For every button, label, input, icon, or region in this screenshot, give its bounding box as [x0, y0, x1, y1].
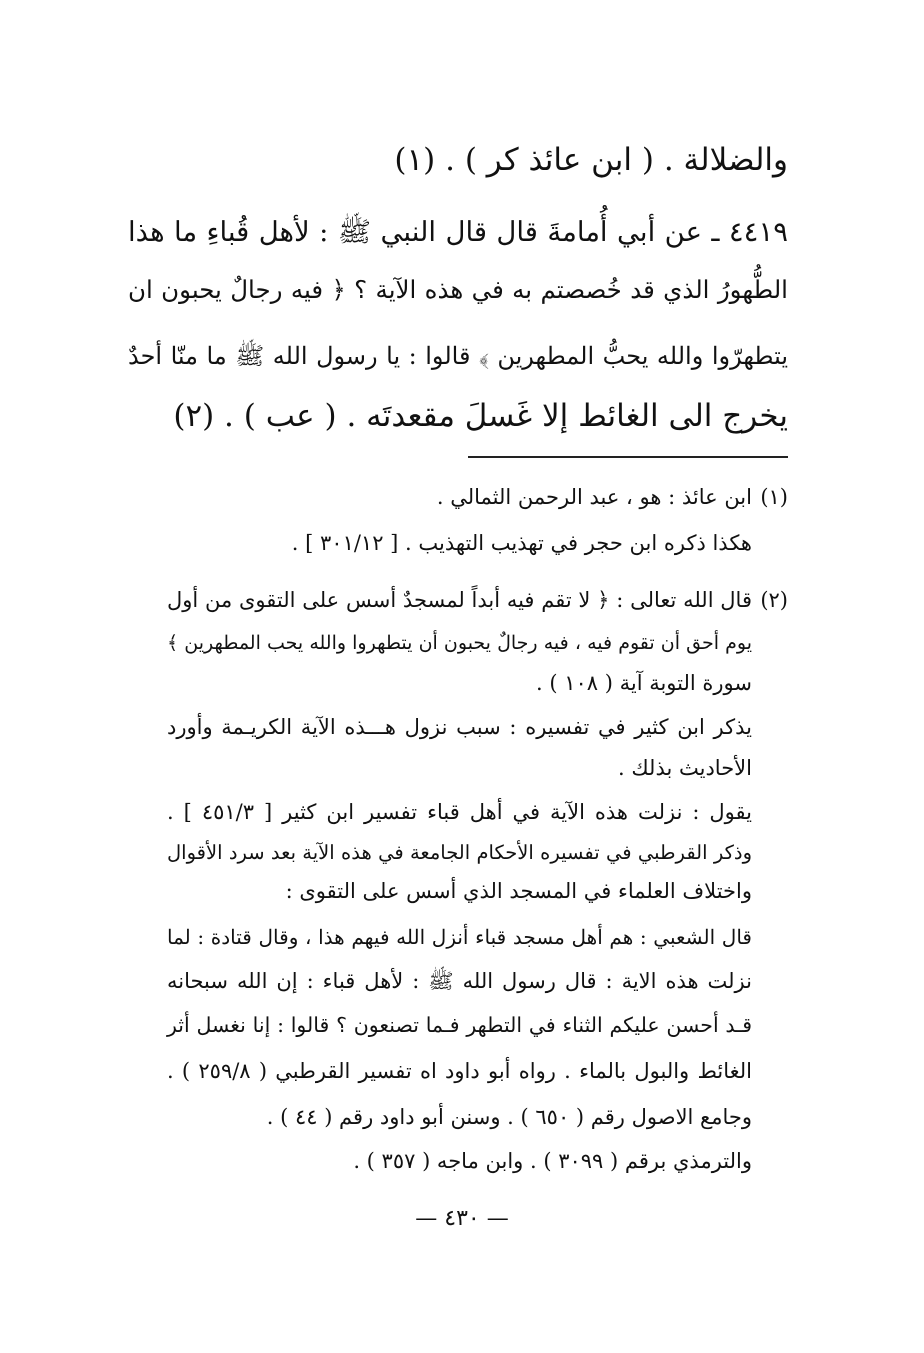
footnote-separator — [468, 456, 788, 458]
footnote-2-line-9: قال الشعبي : هم أهل مسجد قباء أنزل الله فيهم هذا ، وقال قتادة : لما — [167, 925, 752, 949]
footnote-1-line-2: هكذا ذكره ابن حجر في تهذيب التهذيب . [ ٣٠١/١٢ ] . — [291, 531, 752, 555]
footnote-2-line-10: نزلت هذه الاية : قال رسول الله ﷺ : لأهل قباء : إن الله سبحانه — [167, 969, 752, 993]
main-text-line-5: يخرج الى الغائط إلا غَسلَ مقعدتَه . ( عب ) . (٢) — [173, 398, 788, 434]
footnote-2-line-3: سورة التوبة آية ( ١٠٨ ) . — [535, 671, 752, 695]
main-text-line-4: يتطهرّوا والله يحبُّ المطهرين ﴾ قالوا : يا رسول الله ﷺ ما منّا أحدٌ — [128, 342, 788, 370]
footnote-2-line-12: الغائط والبول بالماء . رواه أبو داود اه تفسير القرطبي ( ٢٥٩/٨ ) . — [167, 1059, 753, 1083]
footnote-2-line-13: وجامع الاصول رقم ( ٦٥٠ ) . وسنن أبو داود رقم ( ٤٤ ) . — [266, 1105, 752, 1129]
footnote-1-line-1: ابن عائذ : هو ، عبد الرحمن الثمالي . — [436, 485, 752, 509]
footnote-2-line-11: قـد أحسن عليكم الثناء في التطهر فـما تصنعون ؟ قالوا : إنا نغسل أثر — [167, 1013, 752, 1037]
footnote-2-line-6: يقول : نزلت هذه الآية في أهل قباء تفسير ابن كثير [ ٤٥١/٣ ] . — [167, 800, 753, 824]
footnote-2-line-5: الأحاديث بذلك . — [618, 756, 752, 780]
footnote-2-line-8: واختلاف العلماء في المسجد الذي أسس على التقوى : — [285, 879, 752, 903]
footnote-2-number: (٢) — [760, 588, 788, 612]
footnote-2-line-14: والترمذي برقم ( ٣٠٩٩ ) . وابن ماجه ( ٣٥٧ ) . — [353, 1149, 752, 1173]
main-text-line-2: ٤٤١٩ ـ عن أبي أُمامةَ قال قال النبي ﷺ : لأهل قُباءِ ما هذا — [128, 216, 788, 248]
main-text-line-1: والضلالة . ( ابن عائذ كر ) . (١) — [394, 142, 788, 178]
page-number: — ٤٣٠ — — [415, 1206, 509, 1231]
footnote-2-line-7: وذكر القرطبي في تفسيره الأحكام الجامعة في هذه الآية بعد سرد الأقوال — [167, 841, 752, 864]
footnote-2-line-1: قال الله تعالى : ﴿ لا تقم فيه أبداً لمسجدٌ أسس على التقوى من أول — [167, 588, 752, 612]
footnote-2-line-4: يذكر ابن كثير في تفسيره : سبب نزول هـــذه الآية الكريـمة وأورد — [167, 715, 752, 739]
footnote-1-number: (١) — [760, 485, 788, 509]
footnote-2-line-2: يوم أحق أن تقوم فيه ، فيه رجالٌ يحبون أن يتطهروا والله يحب المطهرين ﴾ — [167, 632, 752, 654]
main-text-line-3: الطُّهورُ الذي قد خُصصتم به في هذه الآية ؟ ﴿ فيه رجالٌ يحبون ان — [128, 275, 788, 304]
